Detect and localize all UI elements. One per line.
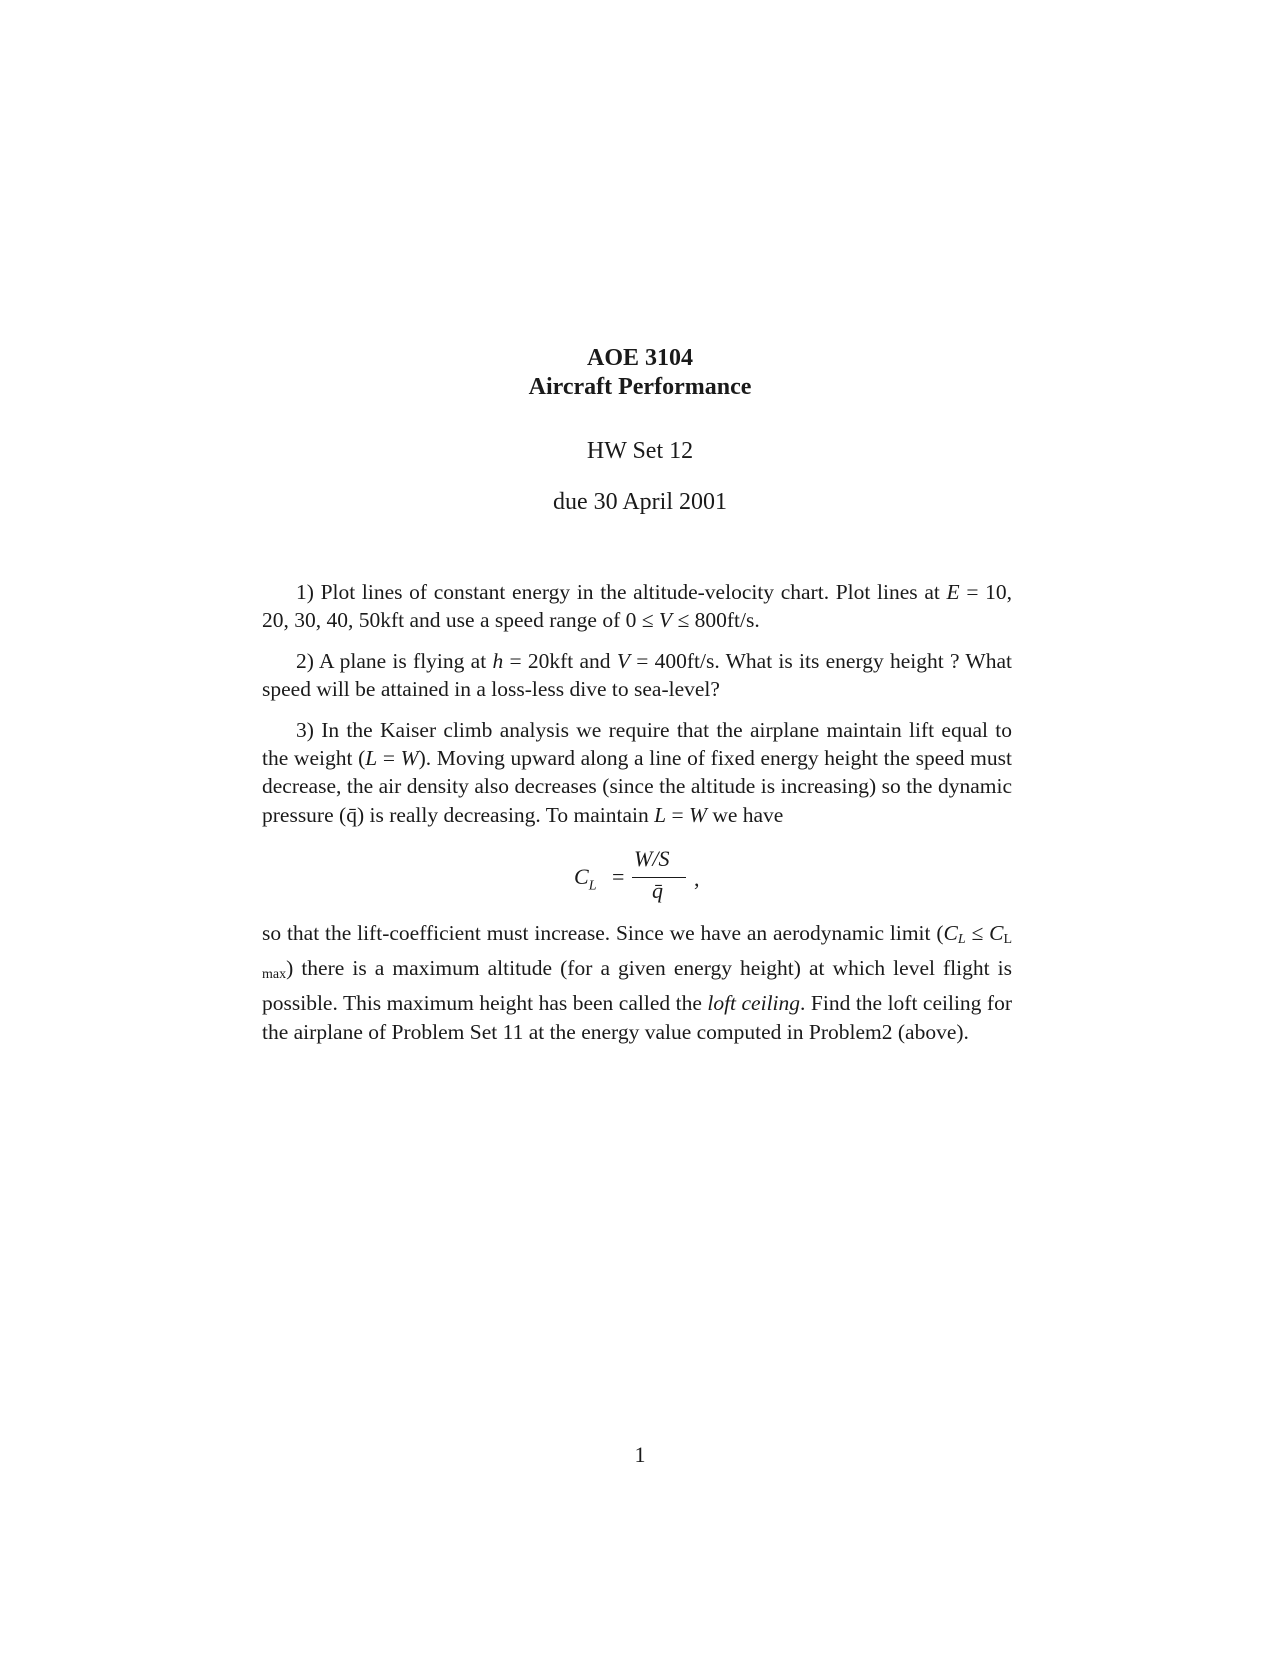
course-title: Aircraft Performance: [528, 374, 752, 400]
problem-1: 1) Plot lines of constant energy in the altitude-velocity chart. Plot lines at E = 10, 20, 30, 40, 50kft and use a speed range of 0 ≤ V ≤ 800ft/s.: [262, 580, 1012, 633]
lift-coefficient-equation: [574, 846, 714, 910]
equation-denominator: q̄: [652, 878, 663, 903]
due-date: due 30 April 2001: [553, 489, 727, 515]
problem-3-continued: so that the lift-coefficient must increase. Since we have an aerodynamic limit $(C_L \le C_{L max})$ there is a maximum altitude (for a given energy height) at which level flight is possible. This maximum height has been called the loft ceiling. Find the loft ceiling for the airplane of Problem Set 11 at the energy value computed in Problem2 (above).: [262, 921, 1012, 1044]
problem-3: 3) In the Kaiser climb analysis we require that the airplane maintain lift equal to the weight (L = W). Moving upward along a line of fixed energy height the speed must decrease, the air density also decreases (since the altitude is increasing) so the dynamic pressure (q̄) is really decreasing. To maintain L = W we have: [262, 718, 1012, 827]
course-code: AOE 3104: [586, 345, 693, 371]
equation-equals: =: [612, 864, 625, 889]
homework-set: HW Set 12: [586, 438, 694, 464]
equation-numerator: W/S: [634, 846, 670, 871]
equation-lhs: $C_L$: [574, 864, 597, 894]
problem-2: 2) A plane is flying at h = 20kft and V = 400ft/s. What is its energy height ? What speed will be attained in a loss-less dive to sea-level?: [262, 649, 1012, 702]
page-number: 1: [634, 1442, 646, 1467]
loft-ceiling-term: loft ceiling: [707, 991, 801, 1016]
equation-comma: ,: [694, 866, 700, 891]
